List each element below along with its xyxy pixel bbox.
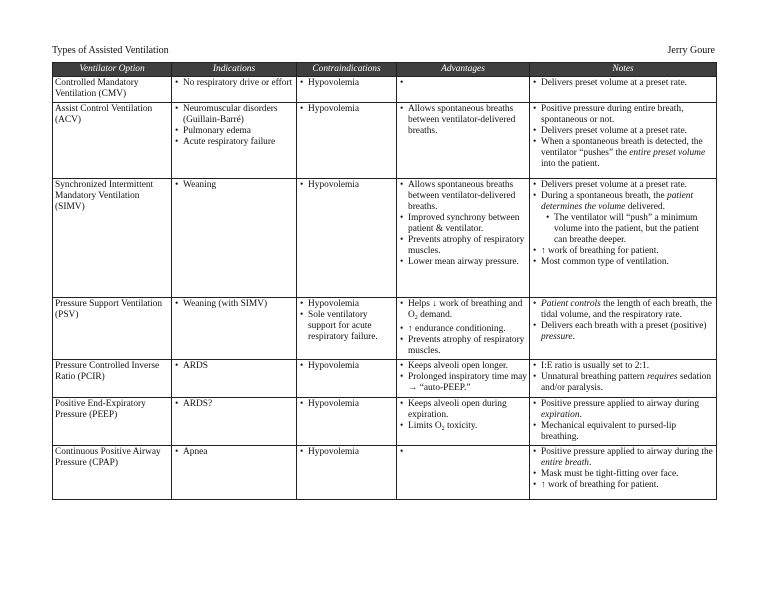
item-text: Unnatural breathing pattern (541, 372, 647, 382)
contraindications-cell (297, 179, 397, 298)
contraindications-cell (297, 398, 397, 446)
list-item (532, 361, 714, 372)
table-row (53, 298, 717, 360)
item-text: Hypovolemia (308, 399, 360, 409)
advantages-cell (397, 398, 530, 446)
item-text: Helps ↓ work of breathing and O (408, 299, 523, 320)
item-text: Assist Control Ventilation (ACV) (55, 104, 153, 125)
bullet-list (174, 399, 294, 410)
item-text: sedation and/or paralysis. (541, 372, 712, 393)
table-header-row (53, 63, 717, 77)
item-text: ↑ endurance conditioning. (408, 324, 506, 334)
list-item (532, 78, 714, 89)
item-text: Mechanical equivalent to pursed-lip breathing. (541, 421, 677, 442)
item-text: Positive End-Expiratory Pressure (PEEP) (55, 399, 146, 420)
notes-cell (530, 179, 717, 298)
item-text: Lower mean airway pressure. (408, 257, 519, 267)
item-text: Hypovolemia (308, 361, 360, 371)
item-text: Mask must be tight-fitting over face. (541, 469, 679, 479)
item-text: demand. (417, 310, 453, 320)
list-item (399, 257, 527, 268)
list-item (399, 213, 527, 235)
document-header (52, 45, 715, 57)
emphasis-text: pressure (541, 332, 573, 342)
bullet-list (299, 78, 394, 89)
bullet-list (532, 399, 714, 443)
sub-list-item (545, 213, 714, 246)
ventilator-option-cell (53, 298, 172, 360)
item-text: Sole ventilatory support for acute respiratory failure. (308, 310, 378, 342)
item-text: The ventilator will “push” a minimum volume into the patient, but the patient can breathe deeper. (554, 213, 700, 245)
item-text: ARDS? (183, 399, 213, 409)
contraindications-cell (297, 446, 397, 500)
bullet-list (399, 104, 527, 137)
contraindications-cell (297, 103, 397, 179)
notes-cell (530, 77, 717, 103)
emphasis-text: requires (646, 372, 678, 382)
advantages-cell (397, 298, 530, 360)
bullet-list (174, 180, 294, 191)
contraindications-cell (297, 360, 397, 398)
item-text: Improved synchrony between patient & ventilator. (408, 213, 520, 234)
bullet-list (299, 104, 394, 115)
item-text: Limits O (408, 421, 442, 431)
bullet-list (532, 299, 714, 343)
item-text: Delivers preset volume at a preset rate. (541, 180, 688, 190)
item-text: . (579, 410, 582, 420)
advantages-cell (397, 77, 530, 103)
document-title: Types of Assisted Ventilation (52, 45, 169, 56)
item-text: Delivers each breath with a preset (positive) (541, 321, 707, 331)
item-text: Keeps alveoli open during expiration. (408, 399, 507, 420)
item-text: Hypovolemia (308, 104, 360, 114)
item-text: Continuous Positive Airway Pressure (CPAP) (55, 447, 161, 468)
item-text: Neuromuscular disorders (Guillain-Barré) (183, 104, 278, 125)
list-item (299, 78, 394, 89)
bullet-list (532, 78, 714, 89)
list-item (174, 78, 294, 89)
list-item (399, 361, 527, 372)
list-item (532, 104, 714, 126)
list-item (532, 399, 714, 421)
item-text: Pressure Support Ventilation (PSV) (55, 299, 163, 320)
item-text: Most common type of ventilation. (541, 257, 669, 267)
list-item (532, 321, 714, 343)
item-text: Weaning (with SIMV) (183, 299, 268, 309)
emphasis-text: patient determines the volume (541, 191, 694, 212)
ventilator-option-cell (53, 179, 172, 298)
item-text: Pulmonary edema (183, 126, 251, 136)
item-text: Prevents atrophy of respiratory muscles. (408, 235, 525, 256)
list-item (299, 361, 394, 372)
item-text: Hypovolemia (308, 299, 360, 309)
item-text: toxicity. (444, 421, 478, 431)
ventilator-option-cell (53, 360, 172, 398)
list-item (532, 180, 714, 191)
table-row (53, 360, 717, 398)
item-text: Weaning (183, 180, 217, 190)
bullet-list (399, 180, 527, 268)
ventilator-option-cell (53, 103, 172, 179)
list-item (299, 299, 394, 310)
list-item (399, 104, 527, 137)
item-text: ↑ work of breathing for patient. (541, 480, 659, 490)
item-text: Delivers preset volume at a preset rate. (541, 78, 688, 88)
column-header: Advantages (397, 63, 530, 77)
column-header: Ventilator Option (53, 63, 172, 77)
list-item (174, 126, 294, 137)
item-text: into the patient. (541, 159, 600, 169)
bullet-list (174, 78, 294, 89)
item-text: Keeps alveoli open longer. (408, 361, 508, 371)
column-header: Notes (530, 63, 717, 77)
table-body (53, 77, 717, 500)
item-text: Controlled Mandatory Ventilation (CMV) (55, 78, 139, 99)
bullet-list (299, 299, 394, 343)
list-item (532, 469, 714, 480)
table-row (53, 103, 717, 179)
item-text: I:E ratio is usually set to 2:1. (541, 361, 650, 371)
notes-cell (530, 103, 717, 179)
item-text: Delivers preset volume at a preset rate. (541, 126, 688, 136)
advantages-cell (397, 103, 530, 179)
item-text: Prolonged inspiratory time may → “auto-PEEP.” (408, 372, 527, 393)
item-text: ↑ work of breathing for patient. (541, 246, 659, 256)
list-item (174, 299, 294, 310)
item-text: Acute respiratory failure (183, 137, 276, 147)
list-item (174, 104, 294, 126)
item-text: the length of each breath, the tidal volume, and the respiratory rate. (541, 299, 712, 320)
emphasis-text: Patient controls (541, 299, 601, 309)
indications-cell (172, 298, 297, 360)
ventilator-option-cell (53, 446, 172, 500)
ventilation-table (52, 62, 717, 500)
item-text: Pressure Controlled Inverse Ratio (PCIR) (55, 361, 160, 382)
list-item (399, 335, 527, 357)
list-item (532, 480, 714, 491)
indications-cell (172, 179, 297, 298)
item-text: Allows spontaneous breaths between ventilator-delivered breaths. (408, 104, 516, 136)
list-item (174, 447, 294, 458)
bullet-list (299, 399, 394, 410)
notes-cell (530, 360, 717, 398)
list-item (532, 137, 714, 170)
bullet-list (174, 361, 294, 372)
list-item (299, 310, 394, 343)
bullet-list (174, 447, 294, 458)
table-row (53, 77, 717, 103)
list-item (399, 180, 527, 213)
list-item (532, 126, 714, 137)
list-item (174, 180, 294, 191)
document-author: Jerry Goure (667, 45, 715, 56)
item-text: When a spontaneous breath is detected, the ventilator “pushes” the (541, 137, 703, 158)
advantages-cell (397, 360, 530, 398)
bullet-list (299, 447, 394, 458)
list-item (399, 324, 527, 335)
bullet-list (399, 399, 527, 435)
list-item (174, 399, 294, 410)
item-text: ARDS (183, 361, 209, 371)
indications-cell (172, 360, 297, 398)
contraindications-cell (297, 77, 397, 103)
ventilator-option-cell (53, 77, 172, 103)
sub-bullet-list (545, 213, 714, 246)
list-item (299, 180, 394, 191)
list-item (299, 399, 394, 410)
advantages-cell (397, 179, 530, 298)
ventilator-option-cell (53, 398, 172, 446)
bullet-list (299, 361, 394, 372)
list-item (299, 104, 394, 115)
indications-cell (172, 103, 297, 179)
list-item (399, 399, 527, 421)
indications-cell (172, 446, 297, 500)
item-text: Hypovolemia (308, 447, 360, 457)
list-item (532, 421, 714, 443)
emphasis-text: entire preset volume (629, 148, 706, 158)
advantages-cell (397, 446, 530, 500)
item-text: Allows spontaneous breaths between ventilator-delivered breaths. (408, 180, 516, 212)
list-item (532, 299, 714, 321)
item-text: No respiratory drive or effort (183, 78, 293, 88)
bullet-list (299, 180, 394, 191)
list-item (399, 299, 527, 324)
item-text: delivered. (625, 202, 665, 212)
list-item (399, 372, 527, 394)
item-text: . (589, 458, 592, 468)
bullet-list (532, 447, 714, 491)
indications-cell (172, 77, 297, 103)
list-item (399, 235, 527, 257)
bullet-list (532, 361, 714, 394)
list-item (532, 447, 714, 469)
indications-cell (172, 398, 297, 446)
list-item (299, 447, 394, 458)
item-text: Positive pressure during entire breath, spontaneous or not. (541, 104, 684, 125)
table-row (53, 179, 717, 298)
table-row (53, 446, 717, 500)
emphasis-text: expiration (541, 410, 580, 420)
list-item (174, 137, 294, 148)
notes-cell (530, 398, 717, 446)
table-row (53, 398, 717, 446)
notes-cell (530, 298, 717, 360)
list-item (532, 191, 714, 246)
item-text: Hypovolemia (308, 78, 360, 88)
item-text: Prevents atrophy of respiratory muscles. (408, 335, 525, 356)
contraindications-cell (297, 298, 397, 360)
list-item (532, 372, 714, 394)
notes-cell (530, 446, 717, 500)
list-item (174, 361, 294, 372)
column-header: Indications (172, 63, 297, 77)
item-text: Positive pressure applied to airway during (541, 399, 700, 409)
item-text: Apnea (183, 447, 208, 457)
bullet-list (174, 104, 294, 148)
item-text: Synchronized Intermittent Mandatory Ventilation (SIMV) (55, 180, 154, 212)
list-item (399, 421, 527, 435)
list-item (532, 246, 714, 257)
item-text: Positive pressure applied to airway during the (541, 447, 713, 457)
bullet-list (532, 180, 714, 268)
bullet-list (399, 361, 527, 394)
bullet-list (399, 299, 527, 357)
item-text: . (572, 332, 575, 342)
item-text: During a spontaneous breath, the (541, 191, 668, 201)
column-header: Contraindications (297, 63, 397, 77)
bullet-list (532, 104, 714, 170)
emphasis-text: entire breath (541, 458, 589, 468)
bullet-list (174, 299, 294, 310)
item-text: Hypovolemia (308, 180, 360, 190)
list-item (532, 257, 714, 268)
subscript-text: 2 (414, 315, 418, 321)
subscript-text: 2 (441, 426, 445, 432)
